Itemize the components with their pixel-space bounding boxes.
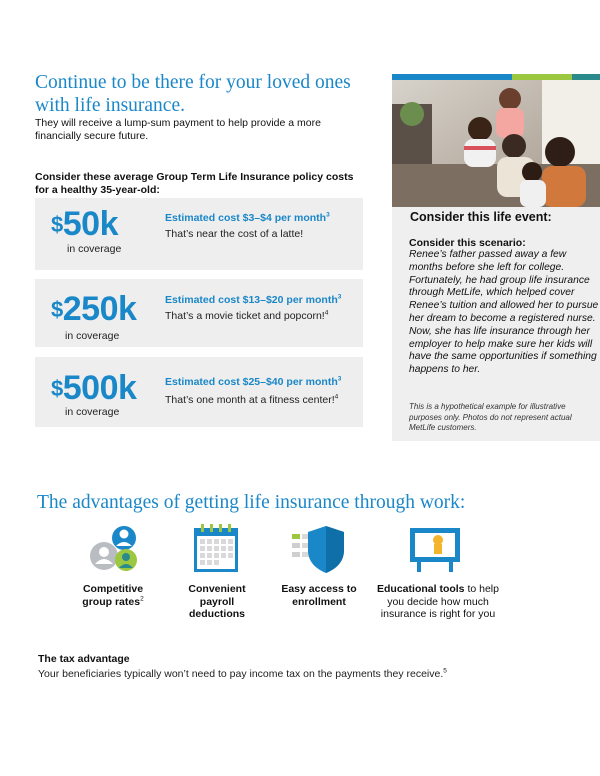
shield-icon	[290, 524, 346, 579]
advantage-educational-tools: Educational tools to help you decide how much insurance is right for you	[377, 583, 499, 620]
advantages-heading: The advantages of getting life insurance through work:	[37, 492, 466, 513]
coverage-label: in coverage	[65, 406, 120, 418]
photo-accent-stripe-green	[512, 74, 572, 80]
intro-text: They will receive a lump-sum payment to help provide a more financially secure future.	[35, 117, 321, 142]
scenario-title: Consider this scenario:	[409, 237, 526, 249]
coverage-label: in coverage	[67, 243, 122, 255]
policy-costs-heading: Consider these average Group Term Life Insurance policy costs for a healthy 35-year-old:	[35, 171, 354, 196]
coverage-label: in coverage	[65, 330, 120, 342]
cost-comparison: That’s a movie ticket and popcorn!$^4$	[165, 309, 329, 322]
cost-card-500k	[35, 357, 363, 427]
estimated-cost: Estimated cost $25–$40 per month$^3$	[165, 375, 342, 388]
cost-card-50k	[35, 198, 363, 270]
advantage-competitive-rates: Competitive group rates$^2$	[82, 583, 144, 608]
estimated-cost: Estimated cost $3–$4 per month$^3$	[165, 211, 330, 224]
cost-card-250k	[35, 279, 363, 347]
life-event-title: Consider this life event:	[410, 210, 552, 224]
scenario-body: Renee’s father passed away a few months before she left for college. Fortunately, he had group life insurance through MetLife, which helped cover Renee’s tuition and allowed her to pursue her dream to become a registered nurse. Now, she has life insurance through her employer to help make sure her kids will have the same opportunities if something happens to her.	[409, 249, 599, 376]
photo-accent-stripe-teal	[572, 74, 600, 80]
coverage-amount: $500k	[51, 369, 137, 407]
presentation-board-icon	[408, 524, 462, 579]
life-event-box	[392, 207, 600, 441]
calendar-icon	[192, 524, 240, 579]
advantage-easy-enrollment: Easy access to enrollment	[281, 583, 357, 608]
cost-comparison: That’s near the cost of a latte!	[165, 228, 304, 240]
tax-advantage-body: Your beneficiaries typically won’t need to pay income tax on the payments they receive.$^5$	[38, 667, 447, 680]
advantage-payroll-deductions: Convenient payroll deductions	[188, 583, 246, 620]
family-photo	[392, 74, 600, 207]
estimated-cost: Estimated cost $13–$20 per month$^3$	[165, 293, 342, 306]
photo-disclaimer: This is a hypothetical example for illustrative purposes only. Photos do not represent actual MetLife customers.	[409, 402, 572, 432]
page-headline: Continue to be there for your loved ones with life insurance.	[35, 72, 351, 116]
coverage-amount: $50k	[51, 205, 118, 243]
people-group-icon	[88, 524, 142, 579]
photo-accent-stripe-blue	[392, 74, 512, 80]
cost-comparison: That’s one month at a fitness center!$^4$	[165, 393, 339, 406]
tax-advantage-title: The tax advantage	[38, 653, 130, 665]
family-photo-illustration	[392, 74, 600, 207]
coverage-amount: $250k	[51, 290, 137, 328]
